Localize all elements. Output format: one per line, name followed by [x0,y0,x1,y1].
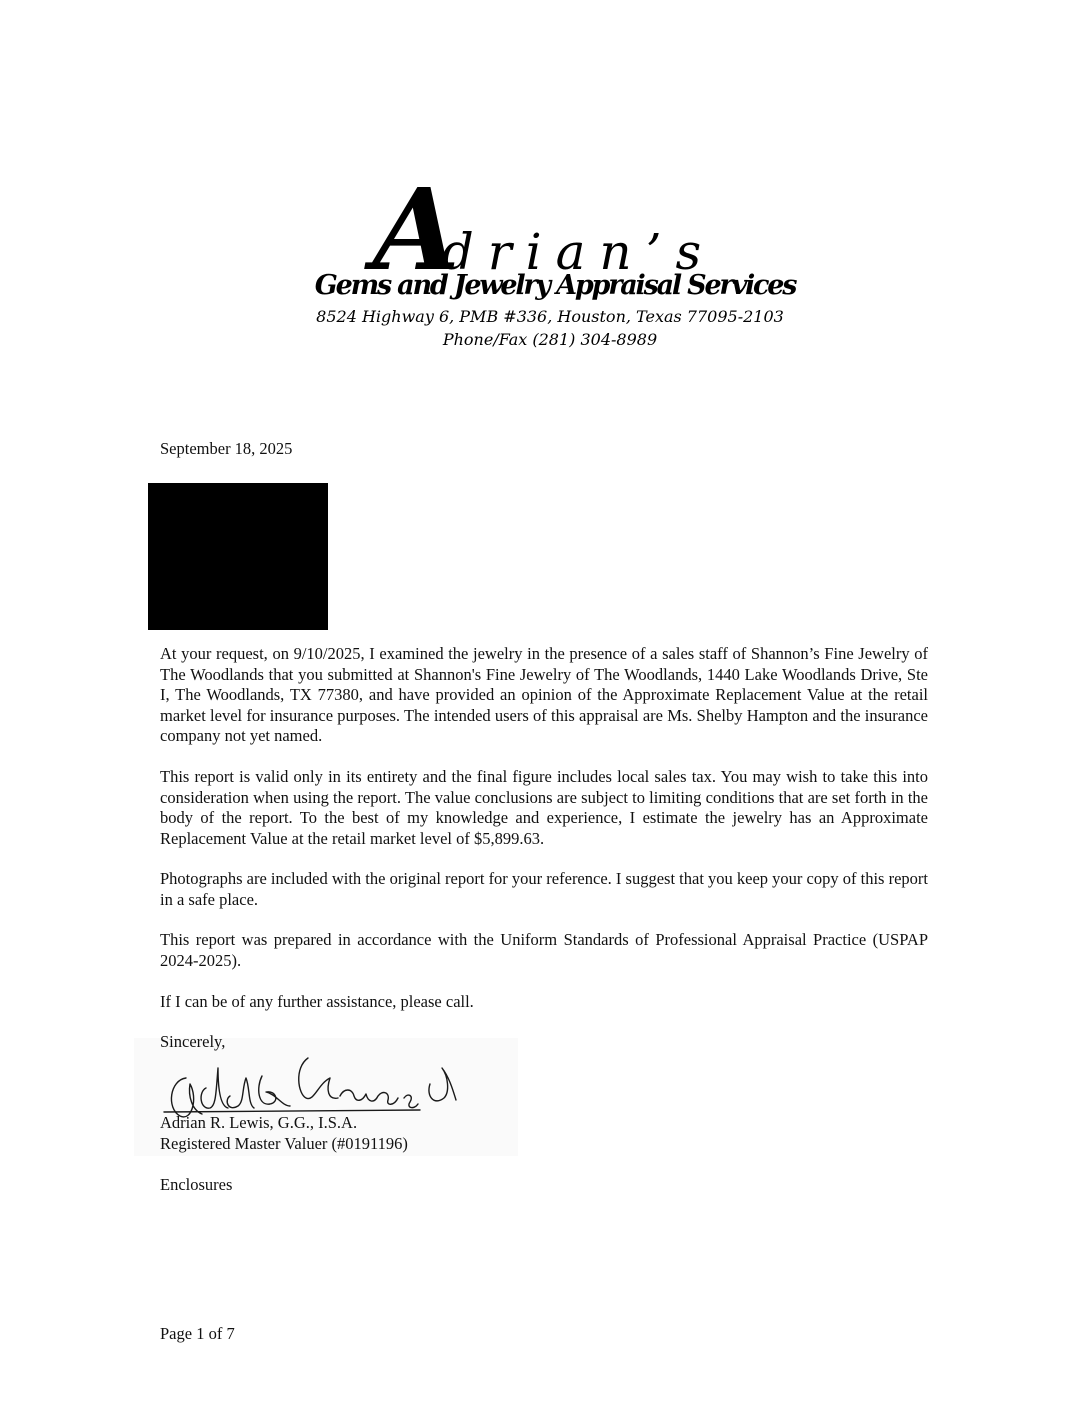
company-address: 8524 Highway 6, PMB #336, Houston, Texas 77095-2103 [316,307,784,326]
handwritten-signature [158,1048,458,1123]
signer-title: Registered Master Valuer (#0191196) [160,1134,408,1153]
closing-salutation: Sincerely, [160,1032,226,1051]
body-paragraph: This report was prepared in accordance with the Uniform Standards of Professional Appraisal Practice (USPAP 2024-2025). [160,930,928,970]
redacted-recipient-block [148,483,328,630]
logo-name: drian’s [441,223,716,281]
page-number: Page 1 of 7 [160,1324,235,1343]
letter-date: September 18, 2025 [160,439,293,458]
signer-name: Adrian R. Lewis, G.G., I.S.A. [160,1113,358,1132]
body-paragraph: At your request, on 9/10/2025, I examined the jewelry in the presence of a sales staff of Shannon’s Fine Jewelry of The Woodlands that you submitted at Shannon's Fine Jewelry of The Woodlands, 1440 Lake Woodlands Drive, Ste I, The Woodlands, TX 77380, and have provided an opinion of the Approximate Replacement Value at the retail market level for insurance purposes. The intended users of this appraisal are Ms. Shelby Hampton and the insurance company not yet named. [160,644,928,746]
body-paragraph: This report is valid only in its entirety and the final figure includes local sales tax. You may wish to take this into consideration when using the report. The value conclusions are subject to limiting conditions that are set forth in the body of the report. To the best of my knowledge and experience, I estimate the jewelry has an Approximate Replacement Value at the retail market level of $5,899.63. [160,767,928,848]
body-paragraph: If I can be of any further assistance, please call. [160,992,474,1011]
company-phone: Phone/Fax (281) 304-8989 [442,330,658,349]
company-tagline: Gems and Jewelry Appraisal Services [314,270,796,301]
enclosures-note: Enclosures [160,1175,233,1194]
logo-initial: A [372,165,458,296]
body-paragraph: Photographs are included with the original report for your reference. I suggest that you keep your copy of this report in a safe place. [160,869,928,909]
